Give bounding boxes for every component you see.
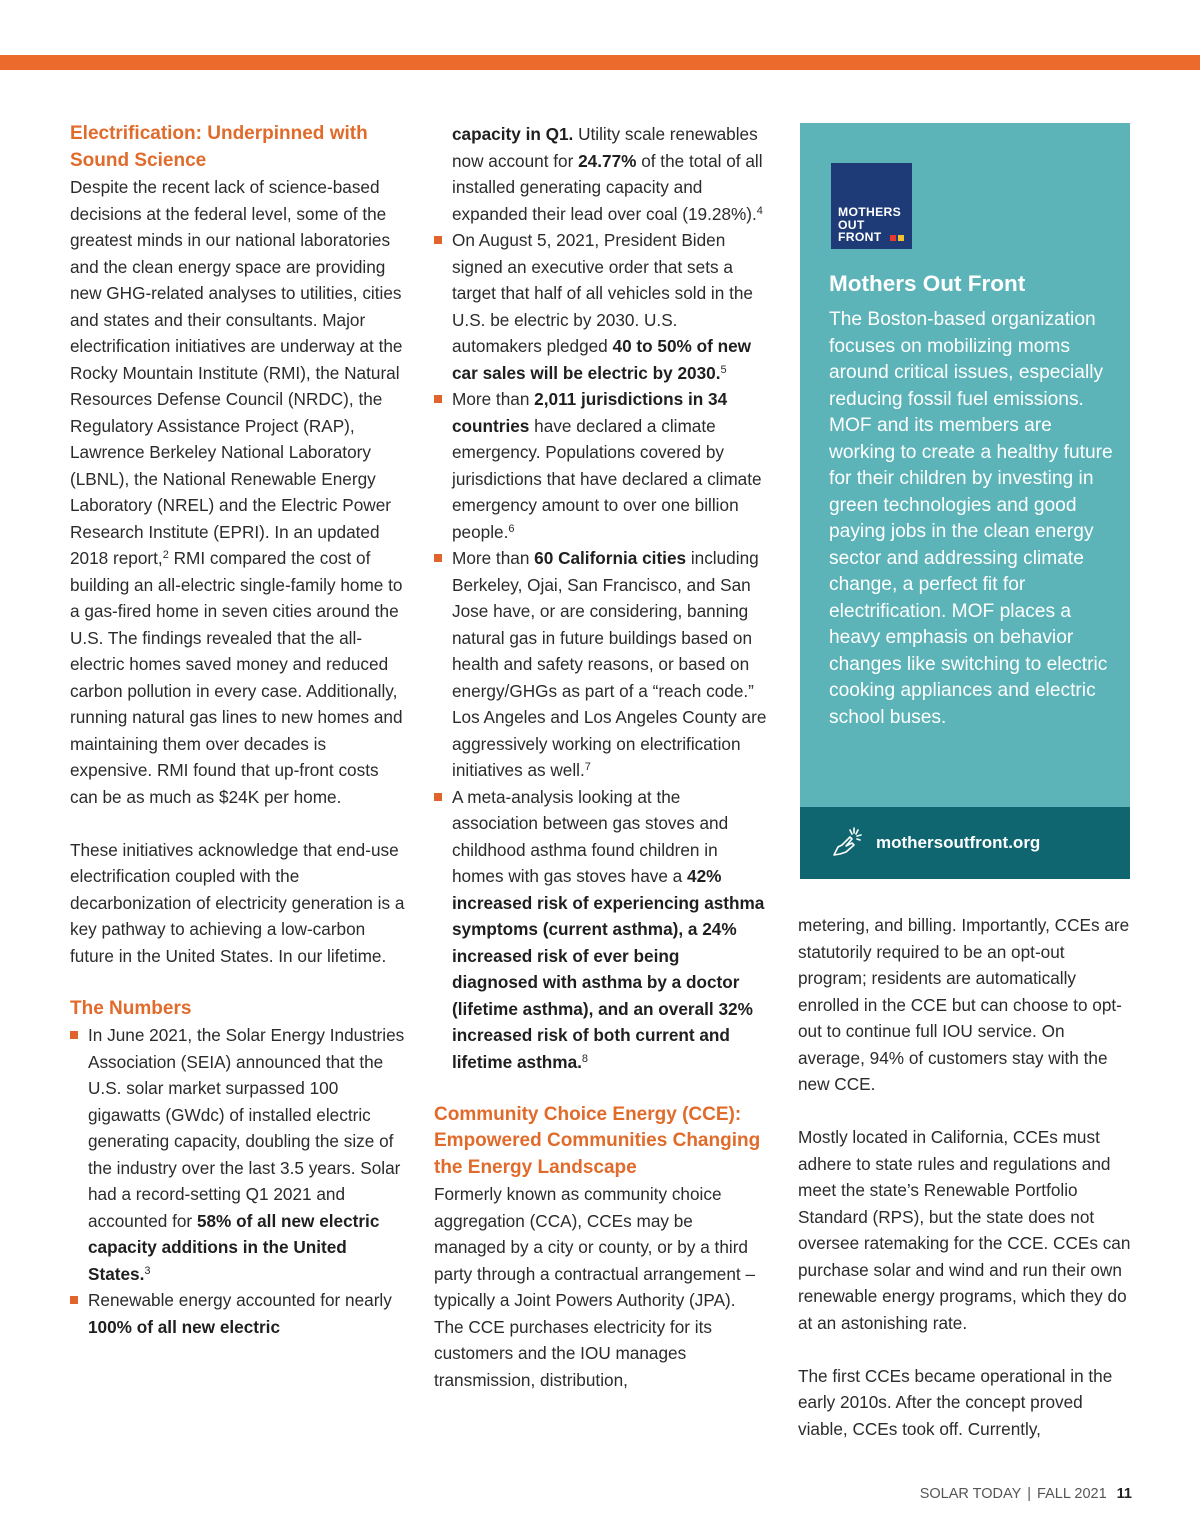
bold-stat: 40 to 50% of new car sales will be electric by 2030. bbox=[452, 336, 752, 383]
bold-stat: 58% of all new electric capacity additions in the United States. bbox=[88, 1210, 380, 1284]
text-run: A meta-analysis looking at the association between gas stoves and childhood asthma found children in homes with gas stoves have a bbox=[452, 786, 729, 886]
bullet-item bbox=[434, 545, 769, 784]
bullet-square-icon bbox=[70, 1296, 78, 1304]
logo-line: OUT bbox=[838, 217, 865, 232]
bullet-item bbox=[434, 784, 769, 1076]
website-link[interactable]: mothersoutfront.org bbox=[876, 833, 1041, 852]
bullet-square-icon bbox=[434, 554, 442, 562]
paragraph: These initiatives acknowledge that end-use electrification coupled with the decarbonization of electricity generation is a key pathway to achieving a low-carbon future in the United States. In our lifetime. bbox=[70, 839, 405, 966]
bullet-square-icon bbox=[434, 793, 442, 801]
text-run: RMI compared the cost of building an all-electric single-family home to a gas-fired home in seven cities around the U.S. The findings revealed that the all-electric homes saved money and reduced carbon pollution in every case. Additionally, running natural gas lines to new homes and maintaining them over decades is expensive. RMI found that up-front costs can be as much as $24K per home. bbox=[70, 548, 403, 807]
footnote-ref: 4 bbox=[756, 204, 763, 217]
column-right bbox=[798, 912, 1134, 1442]
text-run: Utility scale renewables now account for bbox=[452, 124, 758, 171]
footnote-ref: 2 bbox=[162, 549, 169, 561]
paragraph: The first CCEs became operational in the early 2010s. After the concept proved viable, CCEs took off. Currently, bbox=[798, 1365, 1113, 1439]
sidebar-callout-box bbox=[800, 123, 1130, 879]
logo-line: FRONT bbox=[838, 230, 882, 244]
logo-red-square-icon bbox=[890, 235, 896, 241]
text-run: In June 2021, the Solar Energy Industries Association (SEIA) announced that the U.S. solar market surpassed 100 gigawatts (GWdc) of installed electric generating capacity, doubling the size of the industry over the last 3.5 years. Solar had a record-setting Q1 2021 and accounted for bbox=[88, 1025, 405, 1231]
bullet-item bbox=[434, 386, 769, 545]
text-run: On August 5, 2021, President Biden signed an executive order that sets a target that half of all vehicles sold in the U.S. be electric by 2030. U.S. automakers pledged bbox=[452, 230, 753, 356]
bullet-item bbox=[434, 227, 769, 386]
sidebar-title: Mothers Out Front bbox=[829, 271, 1026, 296]
logo-line: MOTHERS bbox=[838, 205, 902, 219]
bold-stat: 42% increased risk of experiencing asthma symptoms (current asthma), a 24% increased risk of ever being diagnosed with asthma by a doctor (lifetime asthma), and an overall 32% increased risk of both current and lifetime asthma. bbox=[452, 866, 765, 1072]
publication-name: SOLAR TODAY bbox=[919, 1486, 1022, 1502]
issue-label: FALL 2021 bbox=[1037, 1486, 1107, 1502]
footnote-ref: 7 bbox=[584, 761, 591, 773]
section-heading-electrification: Electrification: Underpinned with Sound Science bbox=[70, 123, 368, 171]
column-left bbox=[70, 121, 405, 1340]
bullet-square-icon bbox=[434, 236, 442, 244]
bold-stat: 24.77% bbox=[578, 150, 637, 171]
logo-yellow-square-icon bbox=[898, 235, 904, 241]
footer-separator: | bbox=[1027, 1486, 1032, 1502]
top-accent-bar bbox=[0, 55, 1200, 70]
bold-stat: 60 California cities bbox=[534, 548, 687, 568]
sparkle-hand-icon bbox=[830, 825, 864, 859]
bullet-item bbox=[70, 1287, 405, 1340]
bold-stat: 2,011 jurisdictions in 34 countries bbox=[452, 389, 728, 436]
sidebar-footer bbox=[800, 807, 1130, 879]
section-heading-numbers: The Numbers bbox=[70, 997, 192, 1019]
footnote-ref: 8 bbox=[581, 1052, 589, 1065]
bold-stat: capacity in Q1. bbox=[452, 124, 574, 144]
bullet-continuation bbox=[434, 121, 769, 227]
footnote-ref: 5 bbox=[720, 363, 727, 376]
text-run: More than bbox=[452, 389, 535, 409]
bullet-item bbox=[70, 1022, 405, 1287]
bullet-square-icon bbox=[434, 395, 442, 403]
page-number: 11 bbox=[1116, 1486, 1132, 1502]
paragraph bbox=[70, 174, 405, 810]
column-middle bbox=[434, 121, 769, 1393]
sidebar-body: The Boston-based organization focuses on mobilizing moms around critical issues, especially reducing fossil fuel emissions. MOF and its members are working to create a healthy future for their children by investing in green technologies and good paying jobs in the clean energy sector and addressing climate change, a perfect fit for electrification. MOF places a heavy emphasis on behavior changes like switching to electric cooking appliances and electric school buses. bbox=[829, 309, 1113, 728]
text-run: More than bbox=[452, 548, 535, 568]
section-heading-cce: Community Choice Energy (CCE): Empowered Communities Changing the Energy Landscape bbox=[434, 1103, 761, 1178]
text-run: have declared a climate emergency. Populations covered by jurisdictions that have declared a climate emergency amount to over one billion people. bbox=[452, 415, 762, 542]
paragraph: Mostly located in California, CCEs must adhere to state rules and regulations and meet the state’s Renewable Portfolio Standard (RPS), but the state does not oversee ratemaking for the CCE. CCEs can purchase solar and wind and run their own renewable energy programs, which they do at an astonishing rate. bbox=[798, 1127, 1131, 1333]
text-run: Renewable energy accounted for nearly bbox=[88, 1290, 392, 1310]
mothers-out-front-logo bbox=[831, 163, 912, 249]
text-run: including Berkeley, Ojai, San Francisco, and San Jose have, or are considering, banning natural gas in future buildings based on health and safety reasons, or based on energy/GHGs as part of a “reach code.” Los Angeles and Los Angeles County are aggressively working on electrification initiatives as well. bbox=[452, 548, 767, 780]
footnote-ref: 6 bbox=[508, 522, 515, 535]
text-run: of the total of all installed generating capacity and expanded their lead over coal (19.28%). bbox=[452, 150, 763, 224]
paragraph: metering, and billing. Importantly, CCEs are statutorily required to be an opt-out program; residents are automatically enrolled in the CCE but can choose to opt-out to continue full IOU service. On average, 94% of customers stay with the new CCE. bbox=[798, 915, 1130, 1094]
bullet-square-icon bbox=[70, 1031, 78, 1039]
text-run: Despite the recent lack of science-based decisions at the federal level, some of the greatest minds in our national laboratories and the clean energy space are providing new GHG-related analyses to utilities, cities and states and their consultants. Major electrification initiatives are underway at the Rocky Mountain Institute (RMI), the Natural Resources Defense Council (NRDC), the Regulatory Assistance Project (RAP), Lawrence Berkeley National Laboratory (LBNL), the National Renewable Energy Laboratory (NREL) and the Electric Power Research Institute (EPRI). In an updated 2018 report, bbox=[70, 177, 403, 568]
bold-stat: 100% of all new electric bbox=[88, 1316, 281, 1337]
footnote-ref: 3 bbox=[144, 1264, 151, 1277]
paragraph: Formerly known as community choice aggregation (CCA), CCEs may be managed by a city or county, or by a third party through a contractual arrangement – typically a Joint Powers Authority (JPA). The CCE purchases electricity for its customers and the IOU manages transmission, distribution, bbox=[434, 1184, 756, 1390]
page-footer bbox=[920, 1485, 1132, 1503]
